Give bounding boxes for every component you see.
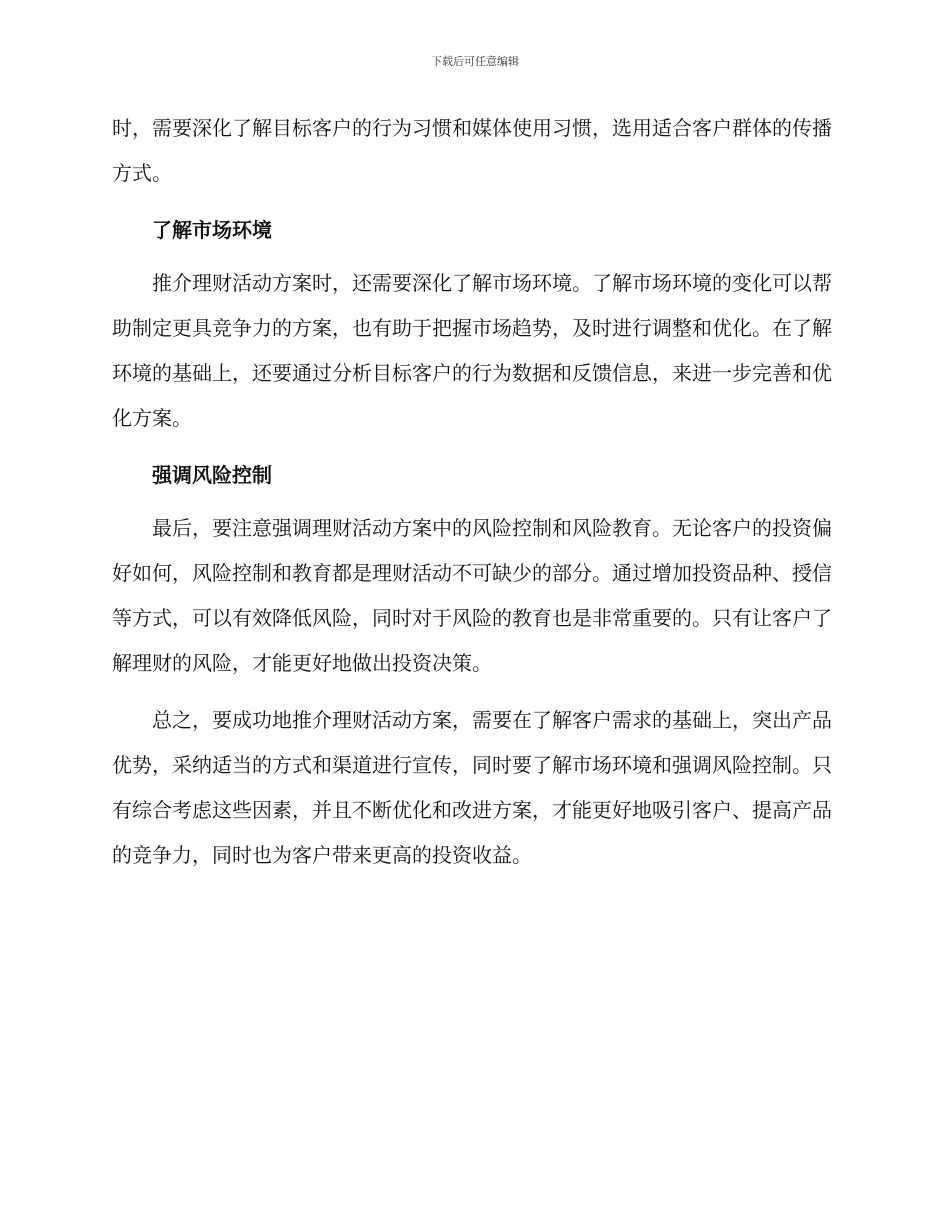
paragraph-market-environment: 推介理财活动方案时，还需要深化了解市场环境。了解市场环境的变化可以帮助制定更具竞争力的方案，也有助于把握市场趋势，及时进行调整和优化。在了解环境的基础上，还要通过分析目标客户的行为数据和反馈信息，来进一步完善和优化方案。 [112, 271, 832, 430]
paragraph-conclusion: 总之，要成功地推介理财活动方案，需要在了解客户需求的基础上，突出产品优势，采纳适当的方式和渠道进行宣传，同时要了解市场环境和强调风险控制。只有综合考虑这些因素，并且不断优化和改进方案，才能更好地吸引客户、提高产品的竞争力，同时也为客户带来更高的投资收益。 [112, 708, 832, 867]
section-heading-market-environment: 了解市场环境 [152, 218, 272, 242]
paragraph-continued: 时，需要深化了解目标客户的行为习惯和媒体使用习惯，选用适合客户群体的传播方式。 [112, 116, 832, 185]
section-heading-risk-control: 强调风险控制 [152, 463, 272, 487]
page-header: 下载后可任意编辑 [431, 55, 519, 68]
document-body [112, 106, 832, 890]
paragraph-risk-control: 最后，要注意强调理财活动方案中的风险控制和风险教育。无论客户的投资偏好如何，风险控制和教育都是理财活动不可缺少的部分。通过增加投资品种、授信等方式，可以有效降低风险，同时对于风险的教育也是非常重要的。只有让客户了解理财的风险，才能更好地做出投资决策。 [112, 516, 832, 675]
